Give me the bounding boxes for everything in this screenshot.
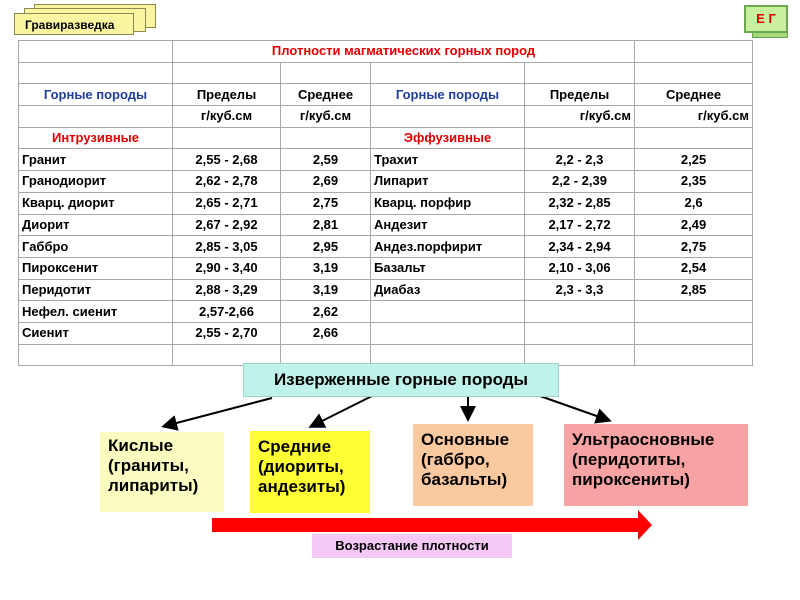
header-mean: Среднее: [281, 84, 371, 106]
rock-mean: 3,19: [281, 279, 371, 301]
rock-range-2: 2,2 - 2,39: [525, 171, 635, 193]
rock-range: 2,55 - 2,68: [173, 149, 281, 171]
rock-name: Нефел. сиенит: [19, 301, 173, 323]
rock-range: 2,65 - 2,71: [173, 192, 281, 214]
rock-mean: 2,69: [281, 171, 371, 193]
acid-examples-1: (граниты,: [108, 456, 189, 475]
rock-range: 2,55 - 2,70: [173, 322, 281, 344]
rock-range: 2,88 - 3,29: [173, 279, 281, 301]
rock-name-2: Андез.порфирит: [371, 236, 525, 258]
rock-range: 2,62 - 2,78: [173, 171, 281, 193]
ultrabasic-rocks-box: [564, 424, 748, 506]
rock-name: Пироксенит: [19, 257, 173, 279]
rock-range-2: 2,2 - 2,3: [525, 149, 635, 171]
rock-name-2: Базальт: [371, 257, 525, 279]
rock-range: 2,85 - 3,05: [173, 236, 281, 258]
rock-name: Гранодиорит: [19, 171, 173, 193]
ultrabasic-examples-1: (перидотиты,: [572, 450, 686, 469]
basic-title: Основные: [421, 430, 510, 449]
tab-label[interactable]: Гравиразведка: [14, 13, 134, 35]
unit-limits: г/куб.см: [173, 106, 281, 128]
rock-mean: 3,19: [281, 257, 371, 279]
header-limits: Пределы: [173, 84, 281, 106]
rock-mean-2: 2,54: [635, 257, 753, 279]
rock-name-2: Кварц. порфир: [371, 192, 525, 214]
rock-name-2: Диабаз: [371, 279, 525, 301]
rock-range-2: 2,10 - 3,06: [525, 257, 635, 279]
density-increase-label: Возрастание плотности: [312, 534, 512, 558]
rock-range-2: 2,34 - 2,94: [525, 236, 635, 258]
rock-range-2: 2,32 - 2,85: [525, 192, 635, 214]
arrow-to-acid: [165, 398, 272, 426]
rock-mean-2: 2,75: [635, 236, 753, 258]
intermediate-rocks-box: [250, 431, 370, 513]
rock-name: Габбро: [19, 236, 173, 258]
rock-name: Перидотит: [19, 279, 173, 301]
rock-mean-2: 2,85: [635, 279, 753, 301]
rock-range: 2,67 - 2,92: [173, 214, 281, 236]
rock-range: 2,90 - 3,40: [173, 257, 281, 279]
rock-name-2: Андезит: [371, 214, 525, 236]
rock-range-2: 2,3 - 3,3: [525, 279, 635, 301]
rock-mean: 2,81: [281, 214, 371, 236]
rock-name-2: Трахит: [371, 149, 525, 171]
basic-examples-1: (габбро,: [421, 450, 490, 469]
ultrabasic-title: Ультраосновные: [572, 430, 715, 449]
basic-rocks-box: [413, 424, 533, 506]
unit-mean-2: г/куб.см: [635, 106, 753, 128]
arrow-to-ultrabasic: [540, 396, 608, 420]
acid-title: Кислые: [108, 436, 174, 455]
rock-mean: 2,95: [281, 236, 371, 258]
table-title: Плотности магматических горных пород: [173, 41, 635, 63]
rock-name: Диорит: [19, 214, 173, 236]
rock-mean: 2,62: [281, 301, 371, 323]
ultrabasic-examples-2: пироксениты): [572, 470, 690, 489]
intermediate-examples-2: андезиты): [258, 477, 346, 496]
igneous-rocks-box: Изверженные горные породы: [243, 363, 559, 397]
rock-range-2: 2,17 - 2,72: [525, 214, 635, 236]
rock-mean: 2,59: [281, 149, 371, 171]
acid-rocks-box: [100, 432, 224, 512]
rock-mean-2: 2,25: [635, 149, 753, 171]
rock-mean-2: 2,6: [635, 192, 753, 214]
unit-mean: г/куб.см: [281, 106, 371, 128]
rock-mean-2: 2,35: [635, 171, 753, 193]
rock-name: Гранит: [19, 149, 173, 171]
header-mean-2: Среднее: [635, 84, 753, 106]
header-limits-2: Пределы: [525, 84, 635, 106]
arrow-to-intermediate: [312, 396, 372, 426]
basic-examples-2: базальты): [421, 470, 508, 489]
group-intrusive: Интрузивные: [19, 127, 173, 149]
group-effusive: Эффузивные: [371, 127, 525, 149]
rock-mean-2: 2,49: [635, 214, 753, 236]
rock-range: 2,57-2,66: [173, 301, 281, 323]
intermediate-examples-1: (диориты,: [258, 457, 344, 476]
acid-examples-2: липариты): [108, 476, 199, 495]
rock-mean: 2,66: [281, 322, 371, 344]
header-rock: Горные породы: [19, 84, 173, 106]
header-rock-2: Горные породы: [371, 84, 525, 106]
unit-limits-2: г/куб.см: [525, 106, 635, 128]
eg-badge[interactable]: Е Г: [744, 5, 788, 33]
rock-name: Кварц. диорит: [19, 192, 173, 214]
rock-name-2: Липарит: [371, 171, 525, 193]
intermediate-title: Средние: [258, 437, 332, 456]
rock-name: Сиенит: [19, 322, 173, 344]
rock-mean: 2,75: [281, 192, 371, 214]
